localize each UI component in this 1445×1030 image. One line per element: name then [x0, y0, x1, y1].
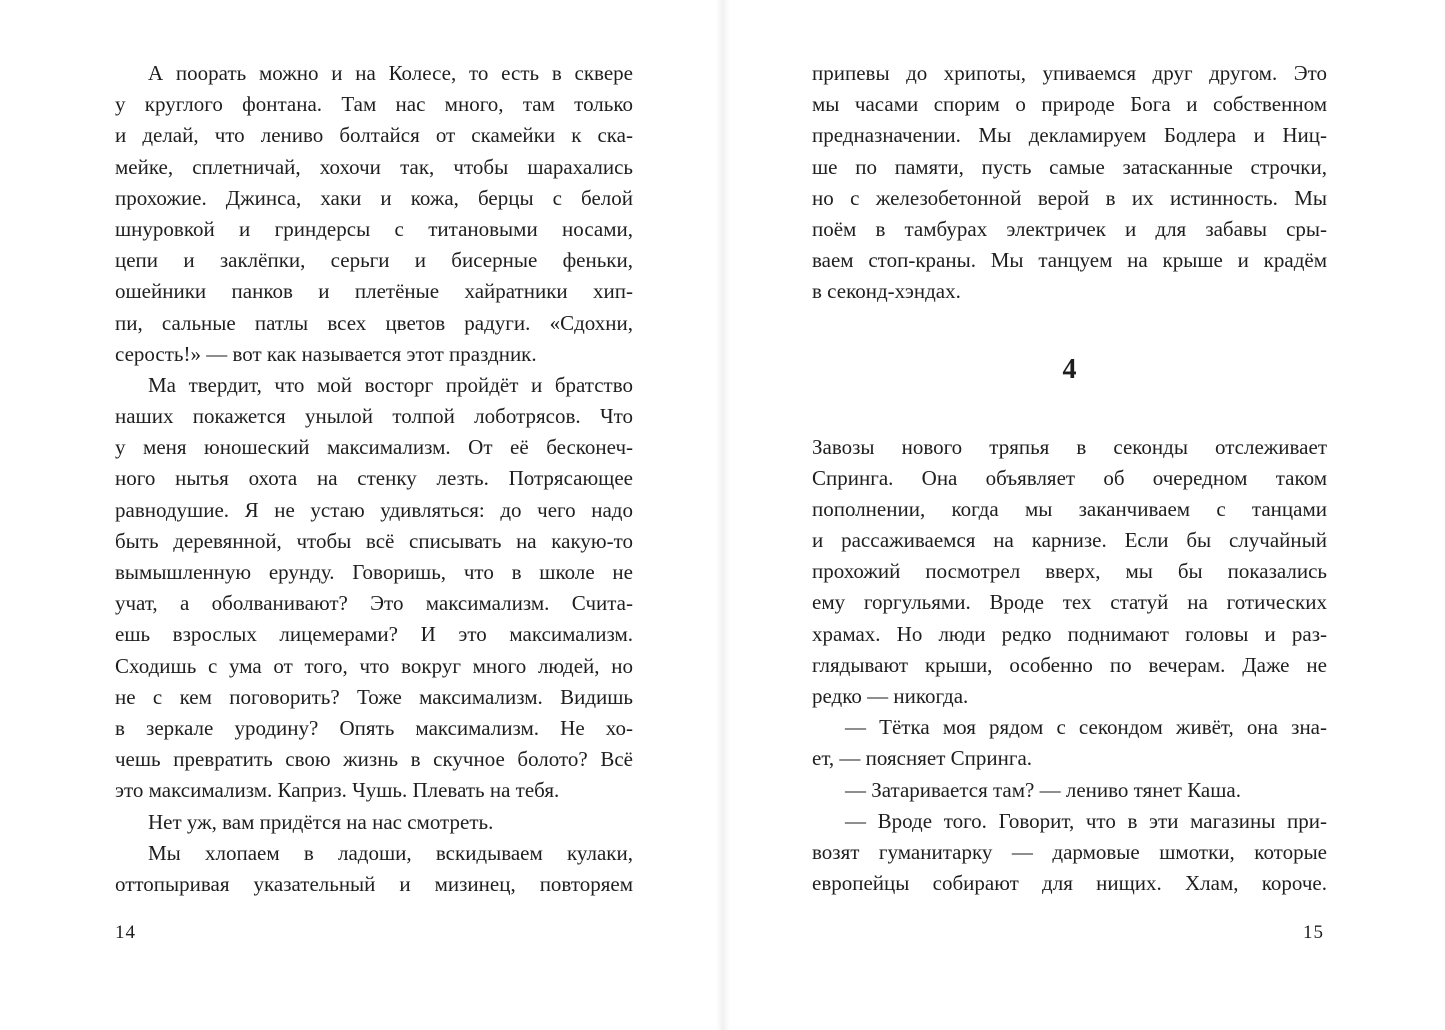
- text-line: Нет уж, вам придётся на нас смотреть.: [148, 809, 494, 834]
- text-line: прохожий посмотрел вверх, мы бы показались: [812, 559, 1327, 584]
- text-line: и рассаживаемся на карнизе. Если бы случайный: [812, 528, 1327, 553]
- text-line: предназначении. Мы декламируем Бодлера и Ниц-: [812, 123, 1327, 148]
- text-line: цепи и заклёпки, серьги и бисерные феньки,: [115, 248, 633, 273]
- text-line: ного нытья охота на стенку лезть. Потрясающее: [115, 466, 633, 491]
- text-line: пополнении, когда мы заканчиваем с танцами: [812, 496, 1327, 521]
- text-line: ваем стоп-краны. Мы танцуем на крыше и крадём: [812, 248, 1327, 273]
- text-line: поём в тамбурах электричек и для забавы сры-: [812, 216, 1327, 241]
- text-line: Сходишь с ума от того, что вокруг много людей, но: [115, 653, 633, 678]
- text-line: равнодушие. Я не устаю удивляться: до чего надо: [115, 497, 633, 522]
- text-line: пи, сальные патлы всех цветов радуги. «Сдохни,: [115, 310, 633, 335]
- text-line: учат, а оболванивают? Это максимализм. Счита-: [115, 591, 633, 616]
- text-line: припевы до хрипоты, упиваемся друг другом. Это: [812, 61, 1327, 85]
- text-line: возят гуманитарку — дармовые шмотки, которые: [812, 839, 1327, 864]
- left-page-number: 14: [115, 922, 136, 943]
- text-line: Завозы нового тряпья в секонды отслеживает: [812, 434, 1327, 459]
- text-line: не с кем поговорить? Тоже максимализм. Видишь: [115, 684, 633, 709]
- text-line: чешь превратить свою жизнь в скучное болото? Всё: [115, 747, 633, 772]
- text-line: ше по памяти, пусть самые затасканные строчки,: [812, 154, 1327, 179]
- book-gutter: [716, 0, 730, 1030]
- text-line: у меня юношеский максимализм. От её бесконеч-: [115, 435, 633, 460]
- text-line: европейцы собирают для нищих. Хлам, короче.: [812, 871, 1327, 896]
- text-line: — Тётка моя рядом с секондом живёт, она зна-: [845, 715, 1327, 740]
- text-line: серость!» — вот как называется этот праздник.: [115, 341, 537, 366]
- text-line: это максимализм. Каприз. Чушь. Плевать на тебя.: [115, 778, 560, 803]
- text-line: ему горгульями. Вроде тех статуй на готических: [812, 590, 1327, 615]
- text-line: прохожие. Джинса, хаки и кожа, берцы с белой: [115, 185, 633, 210]
- text-line: ет, — поясняет Спринга.: [812, 746, 1033, 771]
- chapter-number: 4: [1062, 353, 1077, 385]
- text-line: в секонд-хэндах.: [812, 279, 961, 304]
- right-page-body: [812, 58, 1327, 899]
- text-line: мы часами спорим о природе Бога и собственном: [812, 92, 1327, 117]
- text-line: — Затаривается там? — лениво тянет Каша.: [845, 777, 1241, 802]
- text-line: храмах. Но люди редко поднимают головы и раз-: [812, 621, 1327, 646]
- text-line: у круглого фонтана. Там нас много, там только: [115, 92, 633, 117]
- text-line: ошейники панков и плетёные хайратники хип-: [115, 279, 633, 304]
- text-line: редко — никогда.: [812, 684, 969, 708]
- right-page-text-before-chapter: [812, 58, 1327, 308]
- text-line: мейке, сплетничай, хохочи так, чтобы шарахались: [115, 154, 633, 179]
- text-line: Спринга. Она объявляет об очередном таком: [812, 465, 1327, 490]
- text-line: но с железобетонной верой в их истинность. Мы: [812, 185, 1327, 210]
- text-line: быть деревянной, чтобы всё списывать на какую-то: [115, 528, 633, 553]
- text-line: — Вроде того. Говорит, что в эти магазины при-: [845, 808, 1327, 833]
- left-page-body: [115, 58, 633, 900]
- right-page-text-after-chapter: [812, 432, 1327, 900]
- text-line: оттопыривая указательный и мизинец, повторяем: [115, 871, 633, 896]
- text-line: ешь взрослых лицемерами? И это максимализм.: [115, 622, 633, 647]
- text-line: наших покажется унылой толпой лоботрясов. Что: [115, 404, 633, 429]
- text-line: Мы хлопаем в ладоши, вскидываем кулаки,: [148, 840, 633, 865]
- text-line: и делай, что лениво болтайся от скамейки к ска-: [115, 123, 633, 148]
- text-line: шнуровкой и гриндерсы с титановыми носами,: [115, 216, 633, 241]
- right-page-number: 15: [1303, 922, 1324, 943]
- text-line: вымышленную ерунду. Говоришь, что в школе не: [115, 560, 633, 584]
- text-line: в зеркале уродину? Опять максимализм. Не хо-: [115, 715, 633, 740]
- text-line: глядывают крыши, особенно по вечерам. Даже не: [812, 652, 1327, 677]
- text-line: Ма твердит, что мой восторг пройдёт и братство: [148, 372, 633, 397]
- text-line: А поорать можно и на Колесе, то есть в сквере: [148, 61, 633, 85]
